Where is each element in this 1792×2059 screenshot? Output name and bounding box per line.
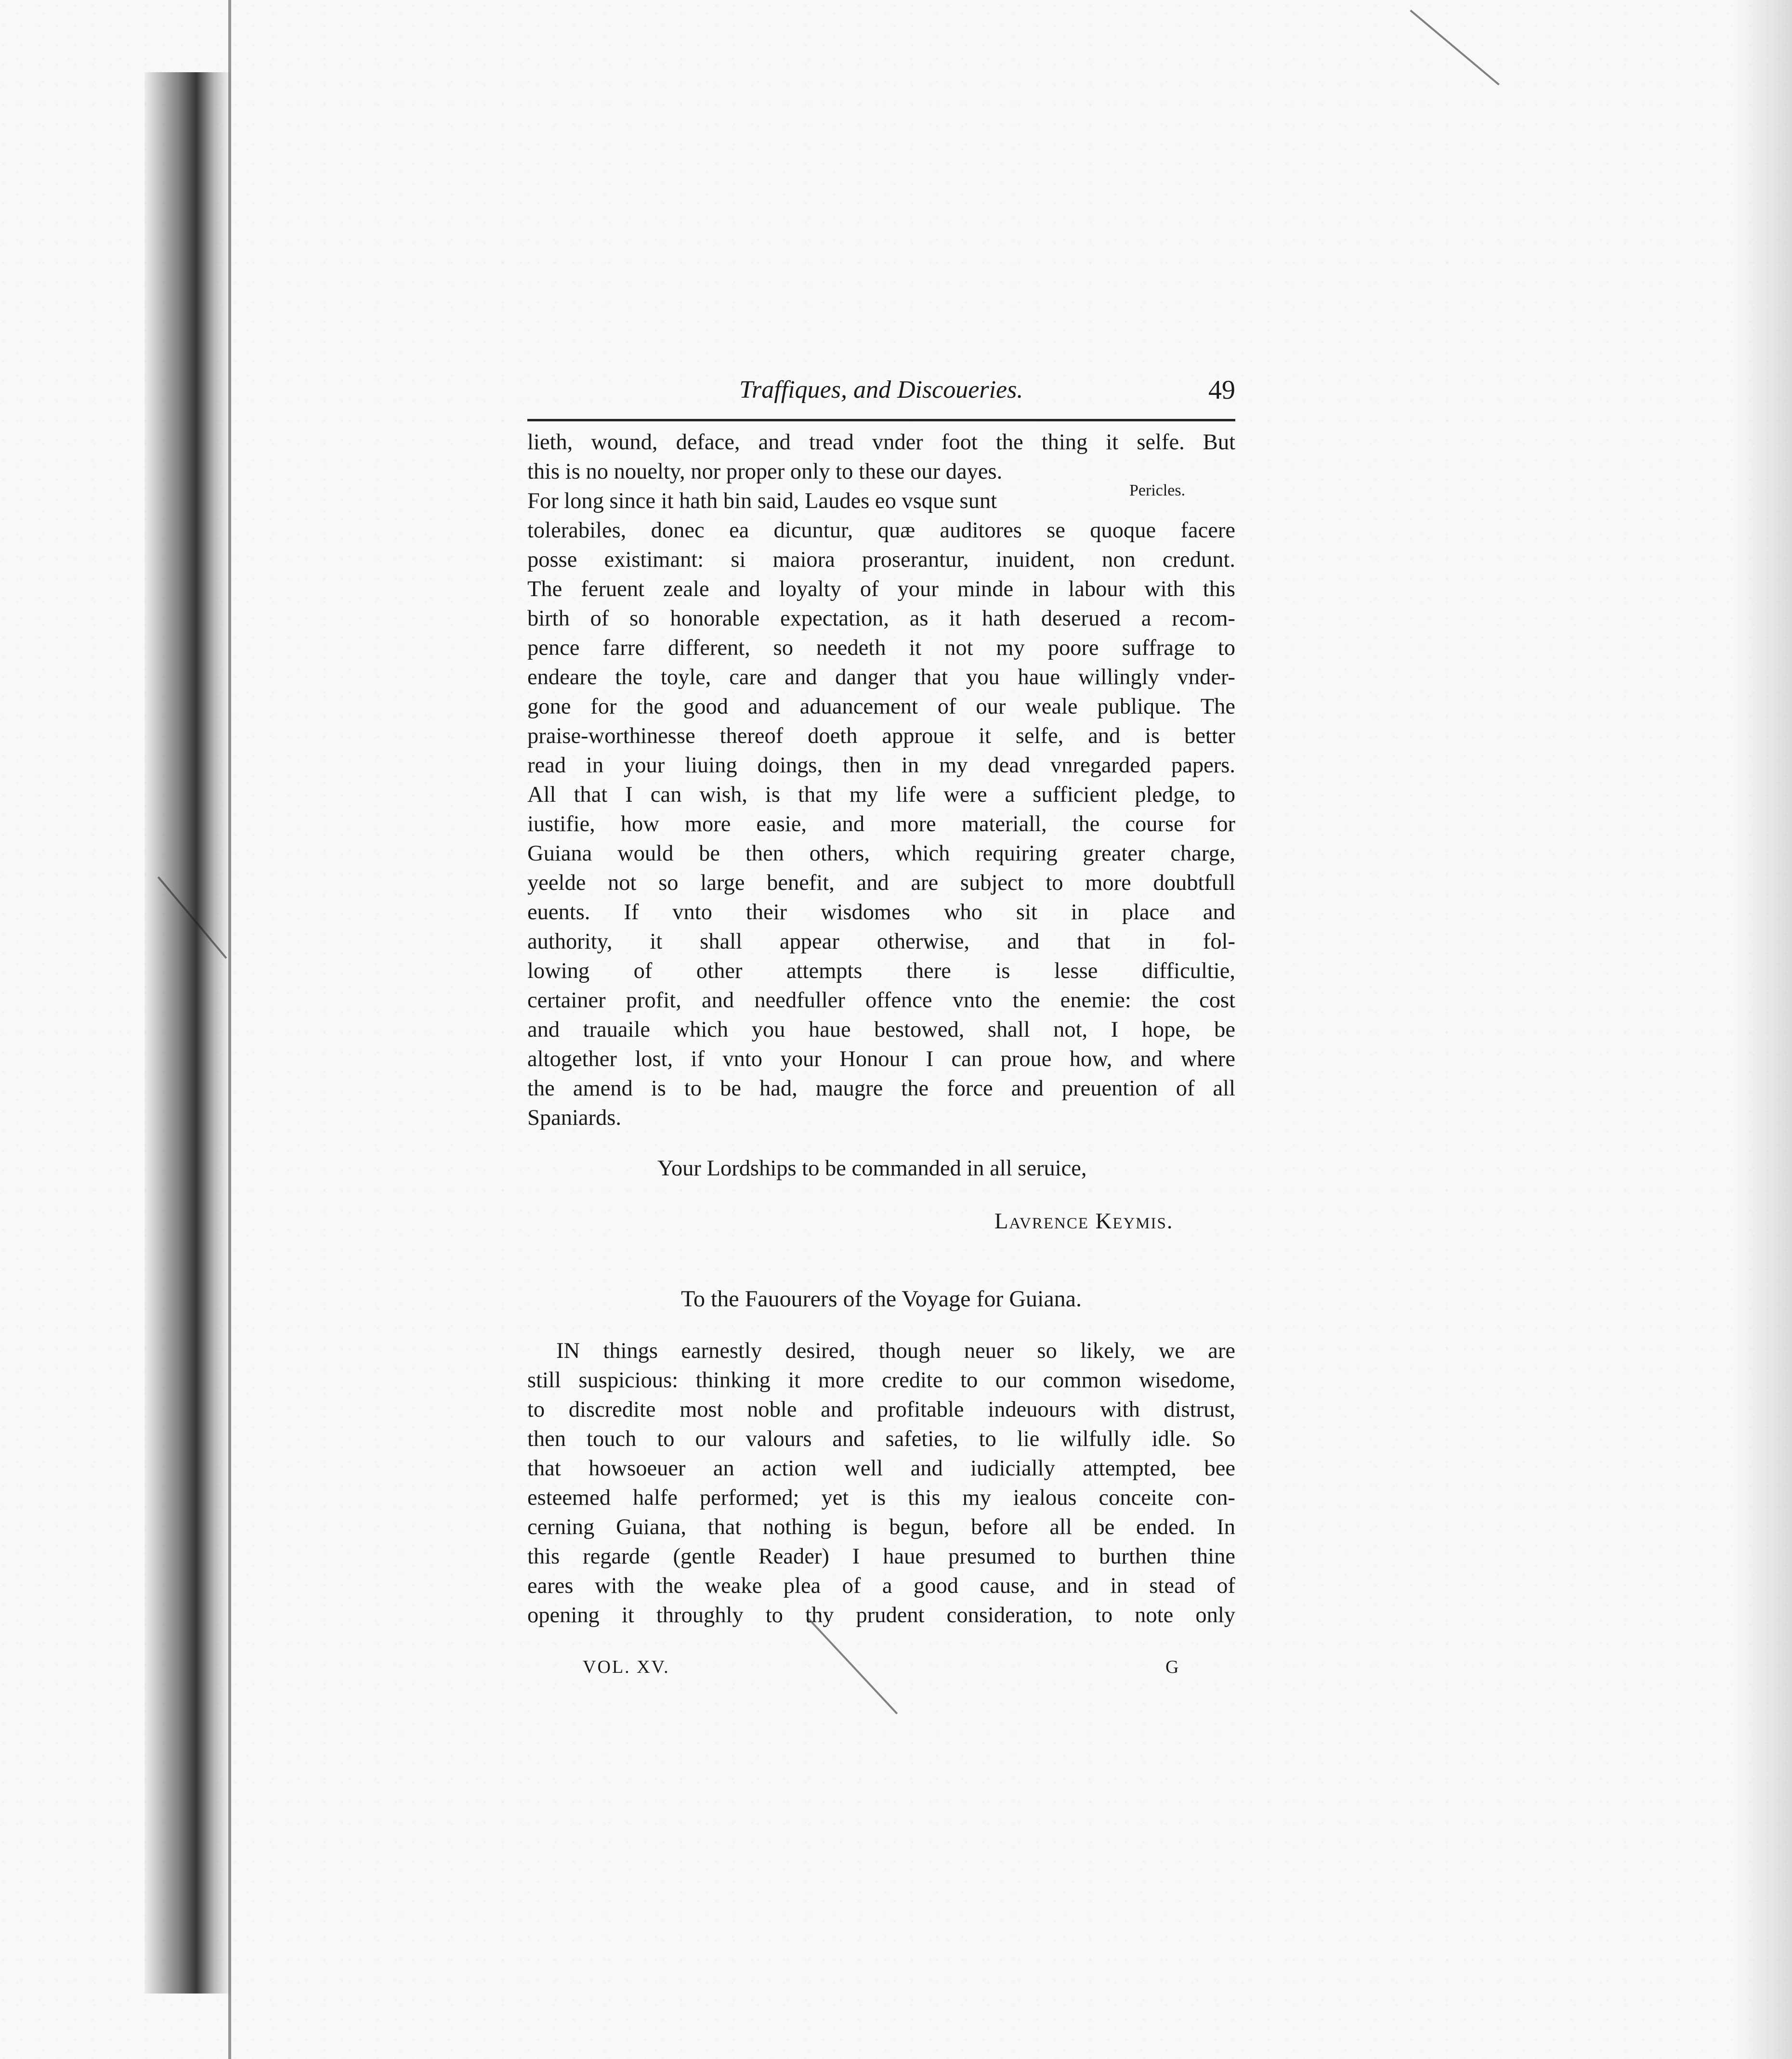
text-line: tolerabiles, donec ea dicuntur, quæ auditores se quoque facere [527,518,1235,543]
text-line: praise-worthinesse thereof doeth approue it selfe, and is better [527,724,1235,748]
text-line: altogether lost, if vnto your Honour I can proue how, and where [527,1047,1235,1071]
text-line: The feruent zeale and loyalty of your minde in labour with this [527,577,1235,601]
text-line: read in your liuing doings, then in my dead vnregarded papers. [527,753,1235,778]
text-line: pence farre different, so needeth it not my poore suffrage to [527,636,1235,660]
text-line: IN things earnestly desired, though neuer so likely, we are [556,1339,1235,1363]
binding-gutter-shadow [144,72,231,1994]
text-line: certainer profit, and needfuller offence vnto the enemie: the cost [527,988,1235,1013]
letter-signature: Lavrence Keymis. [994,1209,1174,1234]
text-line: endeare the toyle, care and danger that you haue willingly vnder- [527,665,1235,690]
text-line: eares with the weake plea of a good cause, and in stead of [527,1574,1235,1598]
text-line: cerning Guiana, that nothing is begun, before all be ended. In [527,1515,1235,1539]
text-line: authority, it shall appear otherwise, and that in fol- [527,929,1235,954]
text-line: esteemed halfe performed; yet is this my iealous conceite con- [527,1486,1235,1510]
volume-mark: VOL. XV. [583,1657,670,1677]
text-line: that howsoeuer an action well and iudicially attempted, bee [527,1456,1235,1481]
text-line: the amend is to be had, maugre the force and preuention of all [527,1076,1235,1101]
gathering-mark: G [1165,1657,1179,1677]
text-line: opening it throughly to thy prudent consideration, to note only [527,1603,1235,1628]
page-number: 49 [1208,375,1235,405]
letter-body [527,428,1235,1133]
text-line: Guiana would be then others, which requiring greater charge, [527,841,1235,866]
margin-note: Pericles. [1129,482,1186,499]
text-line: Spaniards. [527,1106,622,1130]
page-edge-shadow [1734,0,1792,2059]
text-line: iustifie, how more easie, and more materiall, the course for [527,812,1235,836]
text-line: then touch to our valours and safeties, to lie wilfully idle. So [527,1427,1235,1451]
text-line: this is no nouelty, nor proper only to these our dayes. [527,459,1003,484]
preface-body [527,1336,1235,1630]
text-line: still suspicious: thinking it more credite to our common wisedome, [527,1368,1235,1393]
text-line: birth of so honorable expectation, as it hath deserued a recom- [527,606,1235,631]
text-line: euents. If vnto their wisdomes who sit in place and [527,900,1235,925]
text-line: and trauaile which you haue bestowed, shall not, I hope, be [527,1017,1235,1042]
text-line: For long since it hath bin said, Laudes eo vsque sunt [527,489,997,513]
header-rule [527,419,1235,421]
text-line: lieth, wound, deface, and tread vnder foot the thing it selfe. But [527,430,1235,455]
running-title: Traffiques, and Discoueries. [739,376,1023,404]
letter-signoff: Your Lordships to be commanded in all seruice, [657,1156,1087,1181]
text-line: lowing of other attempts there is lesse difficultie, [527,959,1235,983]
text-line: this regarde (gentle Reader) I haue presumed to burthen thine [527,1544,1235,1569]
text-line: All that I can wish, is that my life were a sufficient pledge, to [527,782,1235,807]
text-line: gone for the good and aduancement of our weale publique. The [527,694,1235,719]
text-line: yeelde not so large benefit, and are subject to more doubtfull [527,871,1235,895]
text-line: posse existimant: si maiora proserantur, inuident, non credunt. [527,547,1235,572]
running-head [527,371,1235,419]
section-heading: To the Fauourers of the Voyage for Guiana. [681,1286,1082,1312]
text-line: to discredite most noble and profitable indeuours with distrust, [527,1397,1235,1422]
binding-edge-line [228,0,231,2059]
